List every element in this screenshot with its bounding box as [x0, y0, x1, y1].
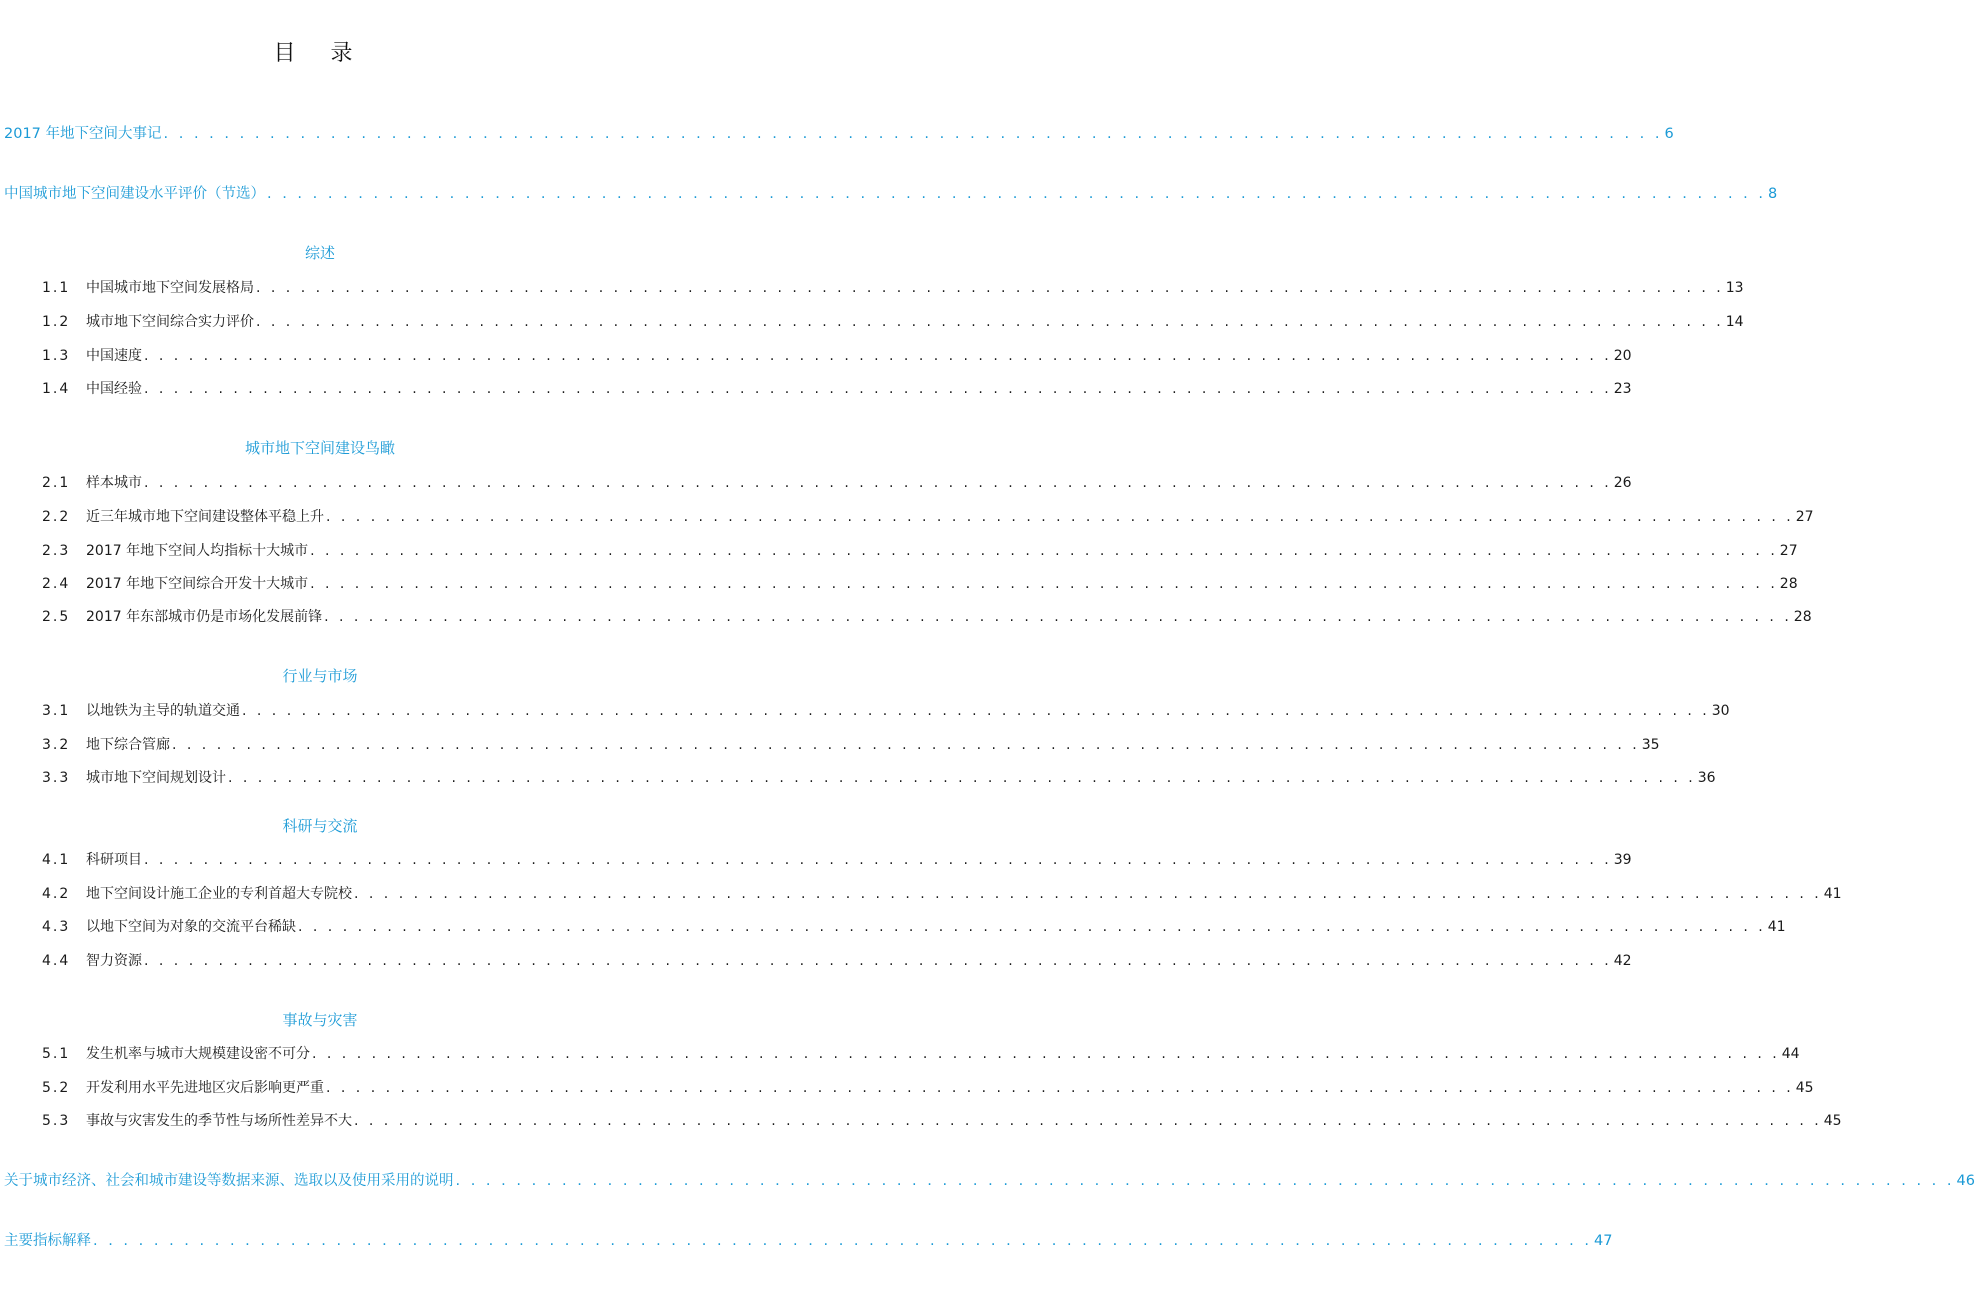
toc-entry-text: 以地铁为主导的轨道交通	[86, 703, 240, 719]
toc-entry-text: 发生机率与城市大规模建设密不可分	[86, 1046, 310, 1062]
toc-entry[interactable]	[42, 277, 1744, 297]
toc-entry-events[interactable]	[4, 122, 1674, 143]
toc-entry-indicators[interactable]	[4, 1229, 1613, 1250]
leader-dots: . . . . . . . . . . . . . . . . . . . . . . . . . . . . . . . . . . . . . . . . . . . . . . . . . . . . . . . . . . . . . . . . . . . . . . . . . . . . . . . . . . . . . . . . . . . . . . . . . . .	[144, 381, 1612, 397]
toc-entry[interactable]	[42, 849, 1632, 869]
toc-entry[interactable]	[42, 950, 1632, 970]
toc-entry-text: 科研项目	[86, 852, 142, 868]
toc-entry-number: 3.1	[42, 703, 71, 719]
toc-page-number: 41	[1767, 919, 1786, 935]
toc-entry-text: 2017 年东部城市仍是市场化发展前锋	[86, 609, 323, 625]
toc-entry-text: 中国速度	[86, 348, 142, 364]
toc-entry-text: 近三年城市地下空间建设整体平稳上升	[86, 509, 324, 525]
leader-dots: . . . . . . . . . . . . . . . . . . . . . . . . . . . . . . . . . . . . . . . . . . . . . . . . . . . . . . . . . . . . . . . . . . . . . . . . . . . . . . . . . . . . . . . . . . . . . . . . . . .	[324, 609, 1792, 625]
toc-entry-number: 4.4	[42, 953, 71, 969]
toc-entry-number: 3.3	[42, 770, 71, 786]
toc-entry-number: 2.3	[42, 543, 71, 559]
toc-entry[interactable]	[42, 540, 1798, 560]
toc-entry-text: 关于城市经济、社会和城市建设等数据来源、选取以及使用采用的说明	[4, 1173, 454, 1189]
toc-entry-number: 1.3	[42, 348, 71, 364]
toc-entry[interactable]	[42, 700, 1730, 720]
toc-entry-text: 样本城市	[86, 475, 142, 491]
toc-entry-text: 开发利用水平先进地区灾后影响更严重	[86, 1080, 324, 1096]
toc-entry-number: 4.3	[42, 919, 71, 935]
toc-entry[interactable]	[42, 1077, 1814, 1097]
toc-entry-number: 4.2	[42, 886, 71, 902]
toc-page-number: 26	[1613, 475, 1632, 491]
toc-page-number: 44	[1781, 1046, 1800, 1062]
toc-entry-text: 中国城市地下空间发展格局	[86, 280, 254, 296]
leader-dots: . . . . . . . . . . . . . . . . . . . . . . . . . . . . . . . . . . . . . . . . . . . . . . . . . . . . . . . . . . . . . . . . . . . . . . . . . . . . . . . . . . . . . . . . . . . . . . . . . . .	[298, 919, 1766, 935]
toc-entry-text: 城市地下空间综合实力评价	[86, 314, 254, 330]
toc-entry-number: 3.2	[42, 737, 71, 753]
toc-page-number: 45	[1795, 1080, 1814, 1096]
toc-entry[interactable]	[42, 472, 1632, 492]
section-heading[interactable]: 行业与市场	[282, 667, 358, 685]
leader-dots: . . . . . . . . . . . . . . . . . . . . . . . . . . . . . . . . . . . . . . . . . . . . . . . . . . . . . . . . . . . . . . . . . . . . . . . . . . . . . . . . . . . . . . . . . . . . . . . . . . .	[242, 703, 1710, 719]
toc-entry[interactable]	[42, 916, 1786, 936]
leader-dots: . . . . . . . . . . . . . . . . . . . . . . . . . . . . . . . . . . . . . . . . . . . . . . . . . . . . . . . . . . . . . . . . . . . . . . . . . . . . . . . . . . . . . . . . . . . . . . . . . . .	[310, 576, 1778, 592]
toc-page-number: 47	[1594, 1233, 1613, 1249]
toc-entry-text: 智力资源	[86, 953, 142, 969]
toc-entry[interactable]	[42, 1043, 1800, 1063]
toc-entry-data-sources[interactable]	[4, 1169, 1975, 1190]
toc-page-number: 45	[1823, 1113, 1842, 1129]
leader-dots: . . . . . . . . . . . . . . . . . . . . . . . . . . . . . . . . . . . . . . . . . . . . . . . . . . . . . . . . . . . . . . . . . . . . . . . . . . . . . . . . . . . . . . . . . . . . . . . . . . .	[256, 314, 1724, 330]
toc-entry-number: 1.4	[42, 381, 71, 397]
leader-dots: . . . . . . . . . . . . . . . . . . . . . . . . . . . . . . . . . . . . . . . . . . . . . . . . . . . . . . . . . . . . . . . . . . . . . . . . . . . . . . . . . . . . . . . . . . . . . . . . . . .	[310, 543, 1778, 559]
leader-dots: . . . . . . . . . . . . . . . . . . . . . . . . . . . . . . . . . . . . . . . . . . . . . . . . . . . . . . . . . . . . . . . . . . . . . . . . . . . . . . . . . . . . . . . . . . . . . . . . . . .	[326, 1080, 1794, 1096]
leader-dots: . . . . . . . . . . . . . . . . . . . . . . . . . . . . . . . . . . . . . . . . . . . . . . . . . . . . . . . . . . . . . . . . . . . . . . . . . . . . . . . . . . . . . . . . . . . . . . . . . . .	[144, 852, 1612, 868]
leader-dots: . . . . . . . . . . . . . . . . . . . . . . . . . . . . . . . . . . . . . . . . . . . . . . . . . . . . . . . . . . . . . . . . . . . . . . . . . . . . . . . . . . . . . . . . . . . . . . . . . . .	[354, 886, 1822, 902]
toc-entry[interactable]	[42, 573, 1798, 593]
toc-page-number: 39	[1613, 852, 1632, 868]
toc-entry-text: 城市地下空间规划设计	[86, 770, 226, 786]
toc-page-number: 42	[1613, 953, 1632, 969]
leader-dots: . . . . . . . . . . . . . . . . . . . . . . . . . . . . . . . . . . . . . . . . . . . . . . . . . . . . . . . . . . . . . . . . . . . . . . . . . . . . . . . . . . . . . . . . . . . . . . . . . . .	[144, 475, 1612, 491]
toc-page-number: 46	[1956, 1173, 1975, 1189]
toc-page-number: 28	[1779, 576, 1798, 592]
toc-page-number: 27	[1779, 543, 1798, 559]
toc-entry[interactable]	[42, 506, 1814, 526]
toc-entry[interactable]	[42, 345, 1632, 365]
toc-entry-number: 2.5	[42, 609, 71, 625]
leader-dots: . . . . . . . . . . . . . . . . . . . . . . . . . . . . . . . . . . . . . . . . . . . . . . . . . . . . . . . . . . . . . . . . . . . . . . . . . . . . . . . . . . . . . . . . . . . . . . . . . . .	[354, 1113, 1822, 1129]
toc-entry-text: 主要指标解释	[4, 1233, 91, 1249]
section-heading[interactable]: 综述	[304, 244, 335, 262]
toc-entry-number: 5.3	[42, 1113, 71, 1129]
section-heading[interactable]: 城市地下空间建设鸟瞰	[244, 439, 395, 457]
toc-page-number: 20	[1613, 348, 1632, 364]
leader-dots: . . . . . . . . . . . . . . . . . . . . . . . . . . . . . . . . . . . . . . . . . . . . . . . . . . . . . . . . . . . . . . . . . . . . . . . . . . . . . . . . . . . . . . . . . . . . . . . . . . .	[172, 737, 1640, 753]
toc-entry-number: 2.1	[42, 475, 71, 491]
toc-entry[interactable]	[42, 378, 1632, 398]
section-heading[interactable]: 事故与灾害	[282, 1011, 358, 1029]
toc-entry-text: 2017 年地下空间人均指标十大城市	[86, 543, 309, 559]
toc-page-number: 6	[1664, 126, 1674, 142]
leader-dots: . . . . . . . . . . . . . . . . . . . . . . . . . . . . . . . . . . . . . . . . . . . . . . . . . . . . . . . . . . . . . . . . . . . . . . . . . . . . . . . . . . . . . . . . . . . . . . . . . . .	[228, 770, 1696, 786]
toc-entry-text: 以地下空间为对象的交流平台稀缺	[86, 919, 296, 935]
page-title: 目 录	[273, 41, 367, 66]
toc-page-number: 27	[1795, 509, 1814, 525]
toc-page-number: 8	[1768, 186, 1778, 202]
toc-page-number: 35	[1641, 737, 1660, 753]
leader-dots: . . . . . . . . . . . . . . . . . . . . . . . . . . . . . . . . . . . . . . . . . . . . . . . . . . . . . . . . . . . . . . . . . . . . . . . . . . . . . . . . . . . . . . . . . . . . . . . . . . .	[256, 280, 1724, 296]
leader-dots: . . . . . . . . . . . . . . . . . . . . . . . . . . . . . . . . . . . . . . . . . . . . . . . . . . . . . . . . . . . . . . . . . . . . . . . . . . . . . . . . . . . . . . . . . . . . . . . . . . .	[144, 348, 1612, 364]
toc-entry-number: 2.2	[42, 509, 71, 525]
toc-entry-text: 2017 年地下空间综合开发十大城市	[86, 576, 309, 592]
toc-entry[interactable]	[42, 311, 1744, 331]
toc-entry[interactable]	[42, 883, 1842, 903]
toc-page-number: 14	[1725, 314, 1744, 330]
toc-entry-text: 地下空间设计施工企业的专利首超大专院校	[86, 886, 352, 902]
toc-entry-number: 5.2	[42, 1080, 71, 1096]
leader-dots: . . . . . . . . . . . . . . . . . . . . . . . . . . . . . . . . . . . . . . . . . . . . . . . . . . . . . . . . . . . . . . . . . . . . . . . . . . . . . . . . . . . . . . . . . . . . . . . . . . .	[144, 953, 1612, 969]
toc-entry[interactable]	[42, 1110, 1842, 1130]
leader-dots: . . . . . . . . . . . . . . . . . . . . . . . . . . . . . . . . . . . . . . . . . . . . . . . . . . . . . . . . . . . . . . . . . . . . . . . . . . . . . . . . . . . . . . . . . . . . . . . . . . .	[455, 1173, 1955, 1189]
toc-page-number: 28	[1793, 609, 1812, 625]
toc-entry-evaluation[interactable]	[4, 182, 1778, 203]
toc-entry-number: 4.1	[42, 852, 71, 868]
toc-page-number: 13	[1725, 280, 1744, 296]
toc-entry-text: 中国经验	[86, 381, 142, 397]
toc-entry-number: 2.4	[42, 576, 71, 592]
toc-page-number: 23	[1613, 381, 1632, 397]
toc-page-number: 41	[1823, 886, 1842, 902]
leader-dots: . . . . . . . . . . . . . . . . . . . . . . . . . . . . . . . . . . . . . . . . . . . . . . . . . . . . . . . . . . . . . . . . . . . . . . . . . . . . . . . . . . . . . . . . . . . . . . . . . . .	[312, 1046, 1780, 1062]
toc-entry[interactable]	[42, 606, 1812, 626]
toc-entry-number: 5.1	[42, 1046, 71, 1062]
toc-entry[interactable]	[42, 767, 1716, 787]
toc-entry-number: 1.1	[42, 280, 71, 296]
section-heading[interactable]: 科研与交流	[282, 817, 358, 835]
leader-dots: . . . . . . . . . . . . . . . . . . . . . . . . . . . . . . . . . . . . . . . . . . . . . . . . . . . . . . . . . . . . . . . . . . . . . . . . . . . . . . . . . . . . . . . . . . . . . . . . . . .	[93, 1233, 1592, 1249]
toc-page-number: 36	[1697, 770, 1716, 786]
toc-entry-text: 事故与灾害发生的季节性与场所性差异不大	[86, 1113, 352, 1129]
toc-entry-number: 1.2	[42, 314, 71, 330]
toc-entry-text: 中国城市地下空间建设水平评价（节选）	[4, 186, 265, 202]
toc-entry-text: 2017 年地下空间大事记	[4, 126, 162, 142]
toc-entry[interactable]	[42, 734, 1660, 754]
leader-dots: . . . . . . . . . . . . . . . . . . . . . . . . . . . . . . . . . . . . . . . . . . . . . . . . . . . . . . . . . . . . . . . . . . . . . . . . . . . . . . . . . . . . . . . . . . . . . . . . . . .	[267, 186, 1766, 202]
leader-dots: . . . . . . . . . . . . . . . . . . . . . . . . . . . . . . . . . . . . . . . . . . . . . . . . . . . . . . . . . . . . . . . . . . . . . . . . . . . . . . . . . . . . . . . . . . . . . . . . . . .	[163, 126, 1663, 142]
toc-entry-text: 地下综合管廊	[86, 737, 170, 753]
leader-dots: . . . . . . . . . . . . . . . . . . . . . . . . . . . . . . . . . . . . . . . . . . . . . . . . . . . . . . . . . . . . . . . . . . . . . . . . . . . . . . . . . . . . . . . . . . . . . . . . . . .	[326, 509, 1794, 525]
toc-page-number: 30	[1711, 703, 1730, 719]
